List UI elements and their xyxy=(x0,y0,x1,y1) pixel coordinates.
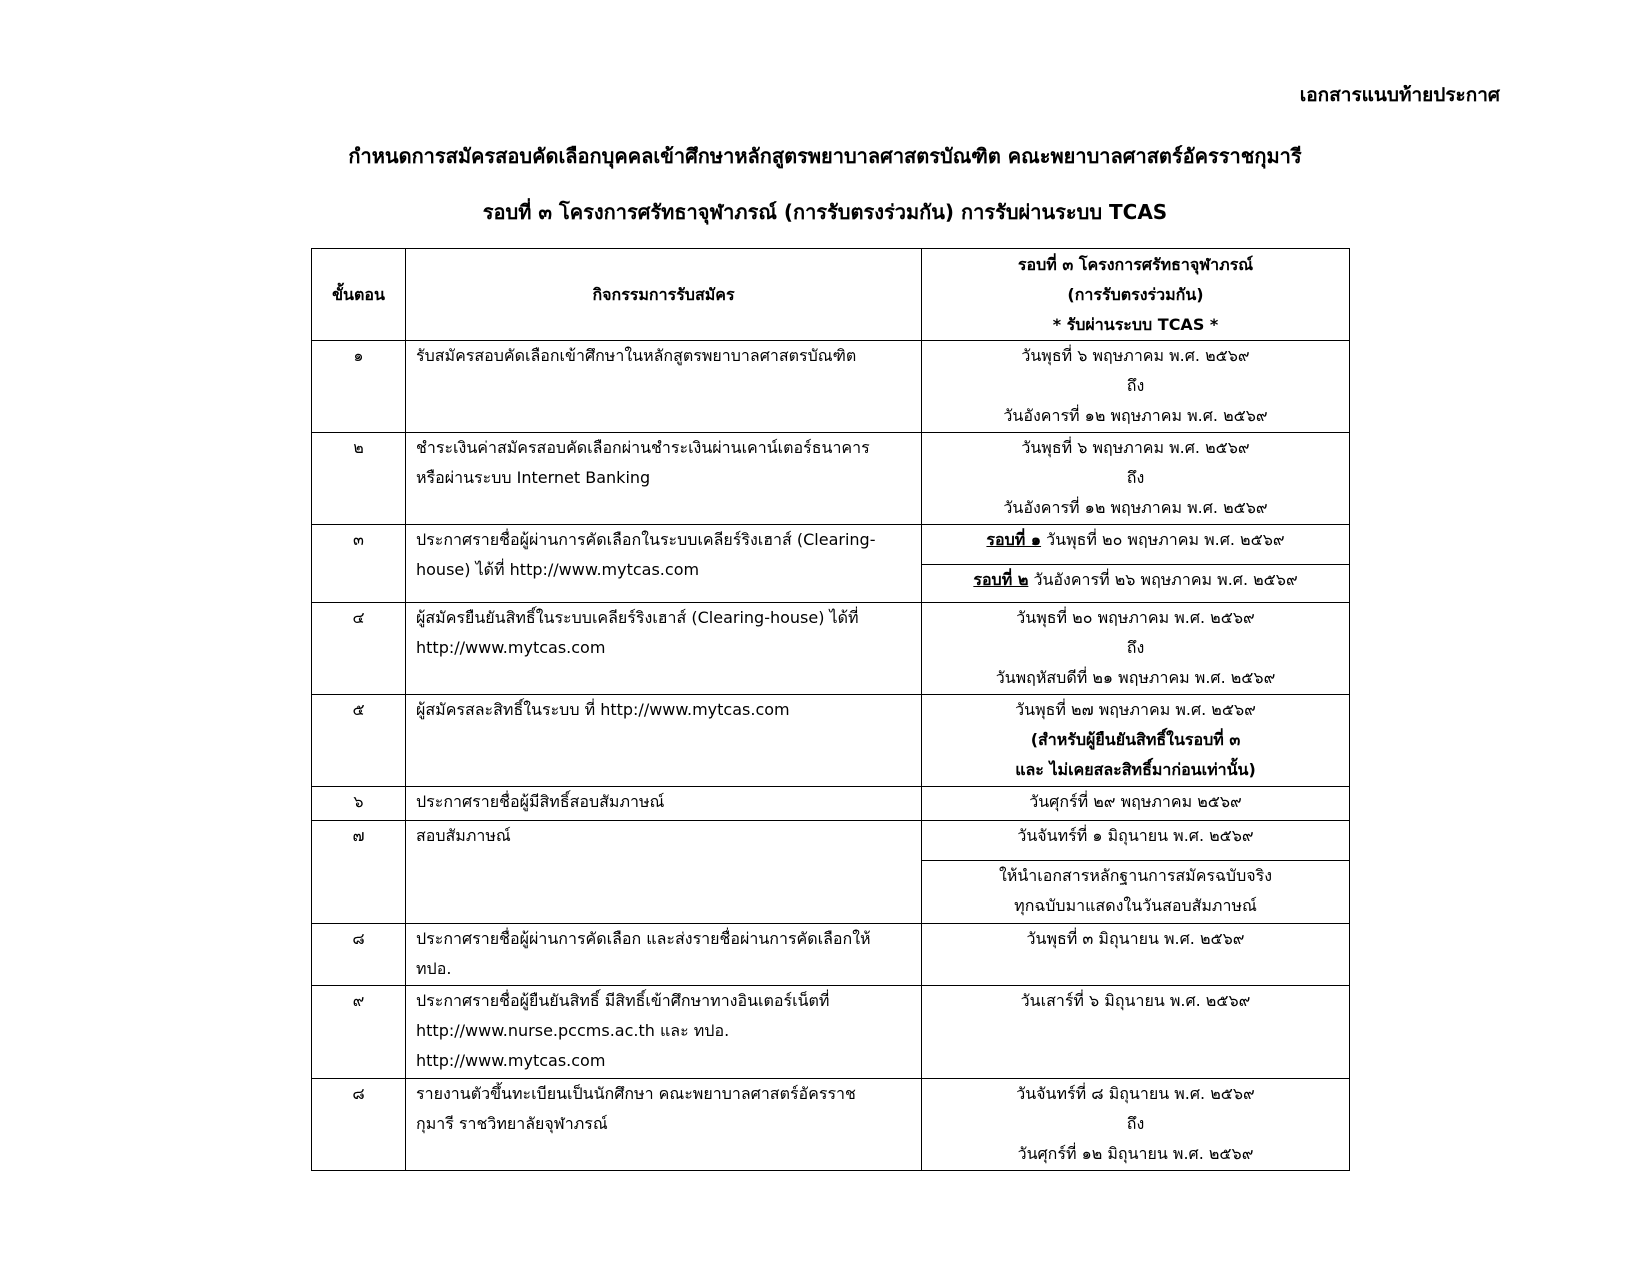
date-condition: (สำหรับผู้ยืนยันสิทธิ์ในรอบที่ ๓ xyxy=(1030,730,1241,749)
date-to: ถึง xyxy=(1126,1114,1145,1133)
date-condition: และ ไม่เคยสละสิทธิ์มาก่อนเท่านั้น) xyxy=(1015,760,1256,779)
round2-date-cell xyxy=(922,565,1350,603)
round1-date: วันพุธที่ ๒๐ พฤษภาคม พ.ศ. ๒๕๖๙ xyxy=(1046,530,1285,549)
activity-cell: สอบสัมภาษณ์ xyxy=(406,821,922,924)
date-start: วันพุธที่ ๖ พฤษภาคม พ.ศ. ๒๕๖๙ xyxy=(1021,438,1250,457)
table-row xyxy=(312,433,1350,525)
schedule-table xyxy=(311,248,1350,1171)
date-end: วันพฤหัสบดีที่ ๒๑ พฤษภาคม พ.ศ. ๒๕๖๙ xyxy=(995,668,1276,687)
note-line: ทุกฉบับมาแสดงในวันสอบสัมภาษณ์ xyxy=(1014,896,1257,915)
table-row xyxy=(312,821,1350,861)
table-row xyxy=(312,341,1350,433)
activity-line: ประกาศรายชื่อผู้ผ่านการคัดเลือกในระบบเคลียร์ริงเฮาส์ (Clearing- xyxy=(416,530,876,549)
date-cell xyxy=(922,603,1350,695)
step-number: ๔ xyxy=(312,603,406,695)
activity-line: หรือผ่านระบบ Internet Banking xyxy=(416,468,651,487)
step-number: ๓ xyxy=(312,525,406,603)
table-row xyxy=(312,1079,1350,1171)
activity-cell xyxy=(406,924,922,986)
activity-cell: รับสมัครสอบคัดเลือกเข้าศึกษาในหลักสูตรพยาบาลศาสตรบัณฑิต xyxy=(406,341,922,433)
step-number: ๘ xyxy=(312,924,406,986)
date-value: วันพุธที่ ๒๗ พฤษภาคม พ.ศ. ๒๕๖๙ xyxy=(1015,700,1256,719)
header-round-line3: * รับผ่านระบบ TCAS * xyxy=(1052,314,1219,334)
note-line: ให้นำเอกสารหลักฐานการสมัครฉบับจริง xyxy=(998,866,1273,885)
activity-line: http://www.mytcas.com xyxy=(416,638,606,657)
table-row xyxy=(312,986,1350,1079)
document-subtitle: รอบที่ ๓ โครงการศรัทธาจุฬาภรณ์ (การรับตรงร่วมกัน) การรับผ่านระบบ TCAS xyxy=(482,200,1168,224)
activity-cell xyxy=(406,1079,922,1171)
table-row xyxy=(312,603,1350,695)
note-cell xyxy=(922,861,1350,924)
activity-line: ประกาศรายชื่อผู้ผ่านการคัดเลือก และส่งรายชื่อผ่านการคัดเลือกให้ xyxy=(416,929,871,948)
activity-line: กุมารี ราชวิทยาลัยจุฬาภรณ์ xyxy=(416,1114,608,1133)
activity-line: http://www.nurse.pccms.ac.th และ ทปอ. xyxy=(416,1021,730,1040)
step-number: ๖ xyxy=(312,787,406,821)
activity-cell xyxy=(406,603,922,695)
header-step: ขั้นตอน xyxy=(312,249,406,341)
date-to: ถึง xyxy=(1126,468,1145,487)
date-end: วันอังคารที่ ๑๒ พฤษภาคม พ.ศ. ๒๕๖๙ xyxy=(1003,498,1268,517)
table-row xyxy=(312,695,1350,787)
date-cell: วันเสาร์ที่ ๖ มิถุนายน พ.ศ. ๒๕๖๙ xyxy=(922,986,1350,1079)
step-number: ๗ xyxy=(312,821,406,924)
step-number: ๘ xyxy=(312,1079,406,1171)
activity-cell xyxy=(406,986,922,1079)
date-start: วันจันทร์ที่ ๘ มิถุนายน พ.ศ. ๒๕๖๙ xyxy=(1016,1084,1255,1103)
step-number: ๒ xyxy=(312,433,406,525)
header-round-line2: (การรับตรงร่วมกัน) xyxy=(1067,284,1204,304)
activity-line: ชำระเงินค่าสมัครสอบคัดเลือกผ่านชำระเงินผ่านเคาน์เตอร์ธนาคาร xyxy=(416,438,870,457)
step-number: ๑ xyxy=(312,341,406,433)
step-number: ๕ xyxy=(312,695,406,787)
activity-cell: ผู้สมัครสละสิทธิ์ในระบบ ที่ http://www.mytcas.com xyxy=(406,695,922,787)
table-row xyxy=(312,787,1350,821)
date-start: วันพุธที่ ๒๐ พฤษภาคม พ.ศ. ๒๕๖๙ xyxy=(1016,608,1255,627)
attachment-note: เอกสารแนบท้ายประกาศ xyxy=(1299,84,1500,106)
date-end: วันอังคารที่ ๑๒ พฤษภาคม พ.ศ. ๒๕๖๙ xyxy=(1003,406,1268,425)
header-activity: กิจกรรมการรับสมัคร xyxy=(406,249,922,341)
round2-label: รอบที่ ๒ xyxy=(973,570,1029,589)
table-row xyxy=(312,525,1350,565)
document-title: กำหนดการสมัครสอบคัดเลือกบุคคลเข้าศึกษาหลักสูตรพยาบาลศาสตรบัณฑิต คณะพยาบาลศาสตร์อัครราชกุมารี xyxy=(348,144,1302,168)
activity-line: http://www.mytcas.com xyxy=(416,1051,606,1070)
activity-line: ทปอ. xyxy=(416,959,452,978)
activity-line: รายงานตัวขึ้นทะเบียนเป็นนักศึกษา คณะพยาบาลศาสตร์อัครราช xyxy=(416,1084,856,1103)
activity-cell xyxy=(406,433,922,525)
activity-cell xyxy=(406,525,922,603)
date-start: วันพุธที่ ๖ พฤษภาคม พ.ศ. ๒๕๖๙ xyxy=(1021,346,1250,365)
table-row xyxy=(312,924,1350,986)
date-to: ถึง xyxy=(1126,638,1145,657)
activity-line: ประกาศรายชื่อผู้ยืนยันสิทธิ์ มีสิทธิ์เข้าศึกษาทางอินเตอร์เน็ตที่ xyxy=(416,991,830,1010)
date-cell: วันจันทร์ที่ ๑ มิถุนายน พ.ศ. ๒๕๖๙ xyxy=(922,821,1350,861)
table-header-row xyxy=(312,249,1350,341)
date-cell xyxy=(922,1079,1350,1171)
round2-date: วันอังคารที่ ๒๖ พฤษภาคม พ.ศ. ๒๕๖๙ xyxy=(1033,570,1298,589)
date-cell xyxy=(922,433,1350,525)
date-cell: วันพุธที่ ๓ มิถุนายน พ.ศ. ๒๕๖๙ xyxy=(922,924,1350,986)
date-cell xyxy=(922,341,1350,433)
date-cell xyxy=(922,695,1350,787)
round1-label: รอบที่ ๑ xyxy=(986,530,1042,549)
round1-date-cell xyxy=(922,525,1350,565)
date-cell: วันศุกร์ที่ ๒๙ พฤษภาคม ๒๕๖๙ xyxy=(922,787,1350,821)
header-round-line1: รอบที่ ๓ โครงการศรัทธาจุฬาภรณ์ xyxy=(1017,254,1254,274)
header-round xyxy=(922,249,1350,341)
activity-cell: ประกาศรายชื่อผู้มีสิทธิ์สอบสัมภาษณ์ xyxy=(406,787,922,821)
date-to: ถึง xyxy=(1126,376,1145,395)
activity-line: house) ได้ที่ http://www.mytcas.com xyxy=(416,560,700,579)
step-number: ๙ xyxy=(312,986,406,1079)
activity-line: ผู้สมัครยืนยันสิทธิ์ในระบบเคลียร์ริงเฮาส์ (Clearing-house) ได้ที่ xyxy=(416,608,859,627)
date-end: วันศุกร์ที่ ๑๒ มิถุนายน พ.ศ. ๒๕๖๙ xyxy=(1017,1144,1254,1163)
